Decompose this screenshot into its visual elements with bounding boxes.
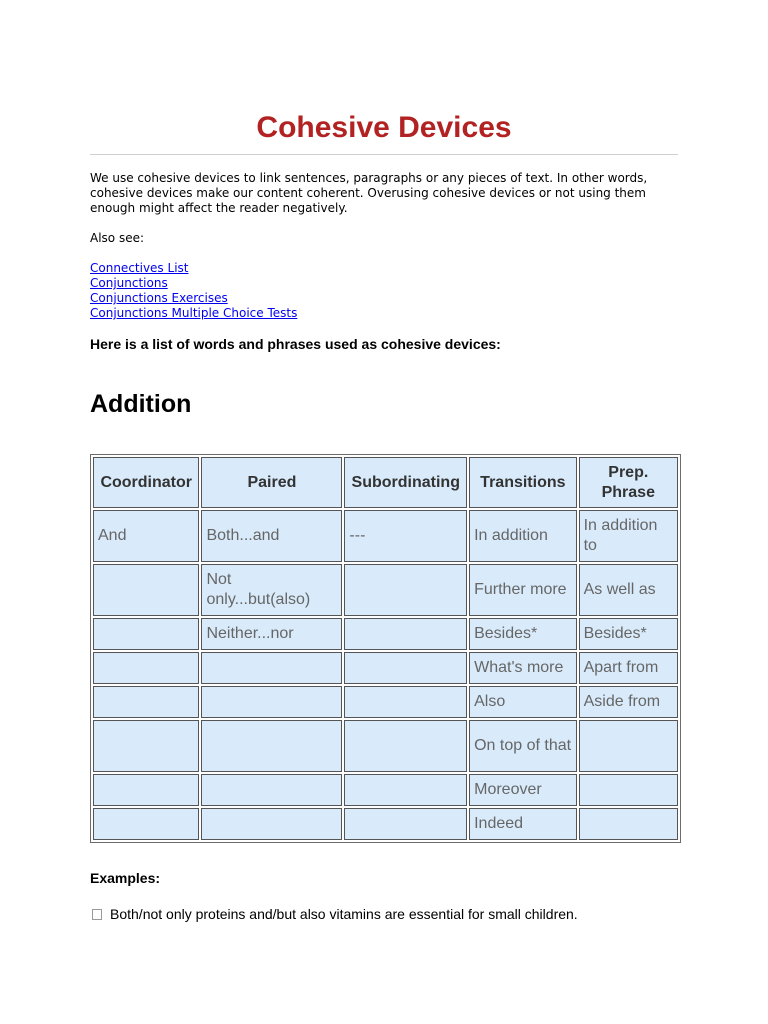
table-row bbox=[93, 686, 678, 718]
link-conjunctions[interactable]: Conjunctions bbox=[90, 276, 168, 290]
table-cell bbox=[201, 774, 342, 806]
table-cell bbox=[344, 808, 467, 840]
header-prep-phrase: Prep. Phrase bbox=[579, 457, 678, 508]
table-row bbox=[93, 774, 678, 806]
table-cell: Apart from bbox=[579, 652, 678, 684]
list-intro: Here is a list of words and phrases used as cohesive devices: bbox=[90, 336, 501, 352]
header-subordinating: Subordinating bbox=[344, 457, 467, 508]
table-cell: --- bbox=[344, 510, 467, 562]
table-cell: In addition bbox=[469, 510, 576, 562]
table-cell: In addition to bbox=[579, 510, 678, 562]
table-cell: Indeed bbox=[469, 808, 576, 840]
table-cell bbox=[579, 720, 678, 772]
addition-table bbox=[90, 454, 681, 843]
page-title: Cohesive Devices bbox=[256, 111, 512, 144]
table-cell: Moreover bbox=[469, 774, 576, 806]
example-text: Both/not only proteins and/but also vitamins are essential for small children. bbox=[110, 906, 578, 922]
link-connectives-list[interactable]: Connectives List bbox=[90, 261, 189, 275]
table-cell: And bbox=[93, 510, 199, 562]
table-cell bbox=[93, 720, 199, 772]
table-cell: What's more bbox=[469, 652, 576, 684]
table-cell bbox=[579, 774, 678, 806]
link-conjunctions-exercises[interactable]: Conjunctions Exercises bbox=[90, 291, 228, 305]
table-row bbox=[93, 720, 678, 772]
table-cell bbox=[93, 686, 199, 718]
table-row bbox=[93, 564, 678, 616]
table-cell bbox=[344, 618, 467, 650]
table-cell: As well as bbox=[579, 564, 678, 616]
table-cell: Besides* bbox=[579, 618, 678, 650]
example-item bbox=[92, 906, 578, 922]
table-header-row bbox=[93, 457, 678, 508]
table-row bbox=[93, 808, 678, 840]
table-cell bbox=[344, 564, 467, 616]
header-paired: Paired bbox=[201, 457, 342, 508]
table-cell bbox=[93, 564, 199, 616]
table-cell bbox=[344, 652, 467, 684]
table-row bbox=[93, 652, 678, 684]
table-cell bbox=[93, 618, 199, 650]
table-cell bbox=[201, 808, 342, 840]
table-cell bbox=[93, 774, 199, 806]
related-links bbox=[90, 261, 297, 321]
table-cell: Besides* bbox=[469, 618, 576, 650]
examples-label: Examples: bbox=[90, 870, 161, 886]
bullet-box-icon bbox=[92, 909, 102, 920]
table-cell bbox=[579, 808, 678, 840]
table-cell: Also bbox=[469, 686, 576, 718]
table-cell: Further more bbox=[469, 564, 576, 616]
table-cell bbox=[344, 720, 467, 772]
table-cell: On top of that bbox=[469, 720, 576, 772]
header-transitions: Transitions bbox=[469, 457, 576, 508]
table-cell: Neither...nor bbox=[201, 618, 342, 650]
intro-paragraph: We use cohesive devices to link sentences, paragraphs or any pieces of text. In other words, cohesive devices make our content coherent. Overusing cohesive devices or not using them enough might affect the reader negatively. bbox=[90, 171, 648, 215]
table-row bbox=[93, 510, 678, 562]
table-cell bbox=[344, 774, 467, 806]
section-heading: Addition bbox=[90, 390, 192, 418]
table-cell bbox=[201, 652, 342, 684]
table-cell: Not only...but(also) bbox=[201, 564, 342, 616]
table-cell bbox=[201, 686, 342, 718]
table-row bbox=[93, 618, 678, 650]
table-cell: Both...and bbox=[201, 510, 342, 562]
table-cell bbox=[93, 808, 199, 840]
table-cell: Aside from bbox=[579, 686, 678, 718]
header-coordinator: Coordinator bbox=[93, 457, 199, 508]
table-cell bbox=[201, 720, 342, 772]
table-cell bbox=[344, 686, 467, 718]
title-divider bbox=[90, 154, 678, 155]
table-cell bbox=[93, 652, 199, 684]
link-conjunctions-mc-tests[interactable]: Conjunctions Multiple Choice Tests bbox=[90, 306, 298, 320]
also-see-label: Also see: bbox=[90, 231, 145, 245]
